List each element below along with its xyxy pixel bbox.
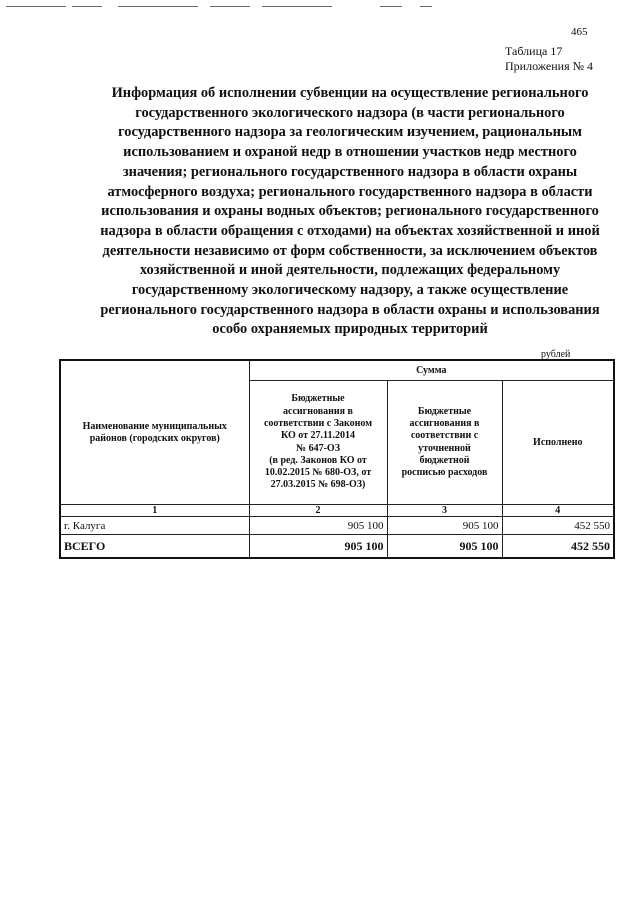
appendix-label: Приложения № 4	[505, 59, 594, 73]
title-line: надзора в области обращения с отходами) на объектах хозяйственной и иной	[100, 222, 600, 239]
table-row	[60, 517, 614, 535]
header-sum: Сумма	[249, 360, 614, 381]
column-number: 3	[387, 505, 502, 517]
total-row	[60, 535, 614, 559]
municipality-name: г. Калуга	[60, 517, 249, 535]
title-line: государственного надзора за геологическим изучением, рациональным	[118, 124, 582, 141]
table-label: Таблица 17	[505, 44, 563, 58]
title-line: атмосферного воздуха; регионального государственного надзора в области	[107, 183, 593, 200]
total-label: ВСЕГО	[60, 535, 249, 559]
subvention-table	[59, 359, 615, 559]
scan-artifact	[0, 0, 640, 14]
column-number-row	[60, 505, 614, 517]
column-number: 4	[502, 505, 614, 517]
refined-allocation-value: 905 100	[387, 517, 502, 535]
header-executed: Исполнено	[502, 381, 614, 505]
units-label: рублей	[541, 349, 571, 360]
title-line: деятельности независимо от форм собственности, за исключением объектов	[102, 242, 598, 259]
total-refined-allocation: 905 100	[387, 535, 502, 559]
document-title	[80, 84, 620, 340]
title-line: государственного экологического надзора (в части регионального	[135, 104, 565, 121]
column-number: 2	[249, 505, 387, 517]
title-line: регионального государственного надзора в области охраны и использования	[100, 301, 600, 318]
title-line: использования и охраны водных объектов; регионального государственного	[101, 203, 599, 220]
title-line: Информация об исполнении субвенции на осуществление регионального	[111, 85, 589, 101]
title-line: значения; регионального государственного надзора в области охраны	[122, 163, 578, 180]
title-line: использованием и охраной недр в отношении участков недр местного	[123, 144, 577, 161]
header-refined-allocations: Бюджетные ассигнования в соответствии с уточненной бюджетной росписью расходов	[387, 381, 502, 505]
total-law-allocation: 905 100	[249, 535, 387, 559]
appendix-reference	[505, 44, 593, 74]
total-executed: 452 550	[502, 535, 614, 559]
column-number: 1	[60, 505, 249, 517]
header-municipality: Наименование муниципальных районов (городских округов)	[60, 360, 249, 505]
title-line: особо охраняемых природных территорий	[212, 321, 488, 338]
header-law-allocations: Бюджетные ассигнования в соответствии с Законом КО от 27.11.2014 № 647-ОЗ (в ред. Законов КО от 10.02.2015 № 680-ОЗ, от 27.03.2015 № 698-ОЗ)	[249, 381, 387, 505]
title-line: хозяйственной и иной деятельности, подлежащих федеральному	[139, 262, 561, 279]
page-number: 465	[571, 26, 588, 38]
executed-value: 452 550	[502, 517, 614, 535]
law-allocation-value: 905 100	[249, 517, 387, 535]
title-line: государственному экологическому надзору, а также осуществление	[131, 282, 569, 299]
